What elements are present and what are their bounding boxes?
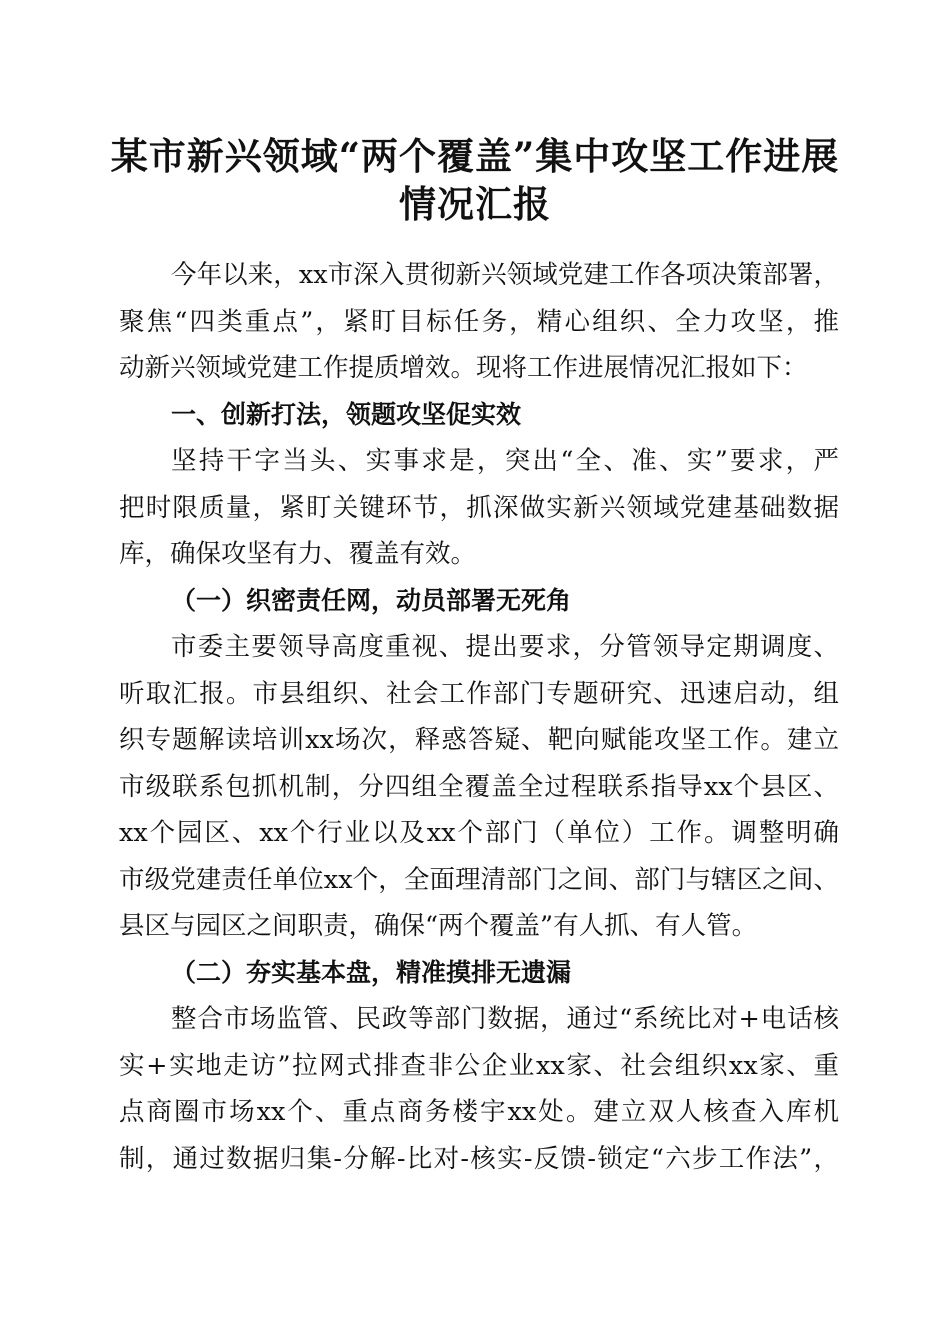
paragraph-line: 把时限质量，紧盯关键环节，抓深做实新兴领域党建基础数据 (119, 492, 839, 523)
paragraph-line: 市级党建责任单位xx个，全面理清部门之间、部门与辖区之间、 (119, 864, 839, 895)
document-title-line-1: 某市新兴领域“两个覆盖”集中攻坚工作进展 (110, 134, 840, 178)
paragraph-line: 今年以来，xx市深入贯彻新兴领域党建工作各项决策部署， (171, 260, 839, 290)
paragraph-line: 点商圈市场xx个、重点商务楼宇xx处。建立双人核查入库机 (119, 1097, 839, 1127)
paragraph-line: xx个园区、xx个行业以及xx个部门（单位）工作。调整明确 (119, 818, 839, 848)
paragraph-line: 市级联系包抓机制，分四组全覆盖全过程联系指导xx个县区、 (119, 771, 839, 802)
document-title (100, 132, 850, 228)
paragraph-line: 实+实地走访”拉网式排查非公企业xx家、社会组织xx家、重 (119, 1050, 839, 1081)
paragraph-line: 市委主要领导高度重视、提出要求，分管领导定期调度、 (171, 632, 839, 662)
section-1-paragraph (119, 438, 839, 578)
subsection-2-paragraph (119, 996, 839, 1182)
subsection-1-heading: （一）织密责任网，动员部署无死角 (171, 585, 572, 615)
paragraph-line: 县区与园区之间职责，确保“两个覆盖”有人抓、有人管。 (119, 911, 758, 941)
paragraph-line: 听取汇报。市县组织、社会工作部门专题研究、迅速启动，组 (119, 678, 839, 709)
section-1-heading: 一、创新打法，领题攻坚促实效 (171, 399, 522, 429)
paragraph-line: 制，通过数据归集-分解-比对-核实-反馈-锁定“六步工作法”， (119, 1143, 839, 1174)
document-body (119, 252, 839, 1182)
paragraph-line: 库，确保攻坚有力、覆盖有效。 (119, 539, 477, 569)
paragraph-line: 整合市场监管、民政等部门数据，通过“系统比对+电话核 (171, 1004, 839, 1034)
paragraph-line: 织专题解读培训xx场次，释惑答疑、靶向赋能攻坚工作。建立 (119, 725, 839, 755)
paragraph-line: 坚持干字当头、实事求是，突出“全、准、实”要求，严 (171, 446, 839, 476)
paragraph-line: 聚焦“四类重点”，紧盯目标任务，精心组织、全力攻坚，推 (119, 306, 839, 337)
subsection-2-heading: （二）夯实基本盘，精准摸排无遗漏 (171, 957, 572, 987)
document-title-line-2: 情况汇报 (399, 182, 551, 226)
intro-paragraph (119, 252, 839, 392)
paragraph-line: 动新兴领域党建工作提质增效。现将工作进展情况汇报如下： (119, 353, 808, 383)
subsection-1-paragraph (119, 624, 839, 950)
